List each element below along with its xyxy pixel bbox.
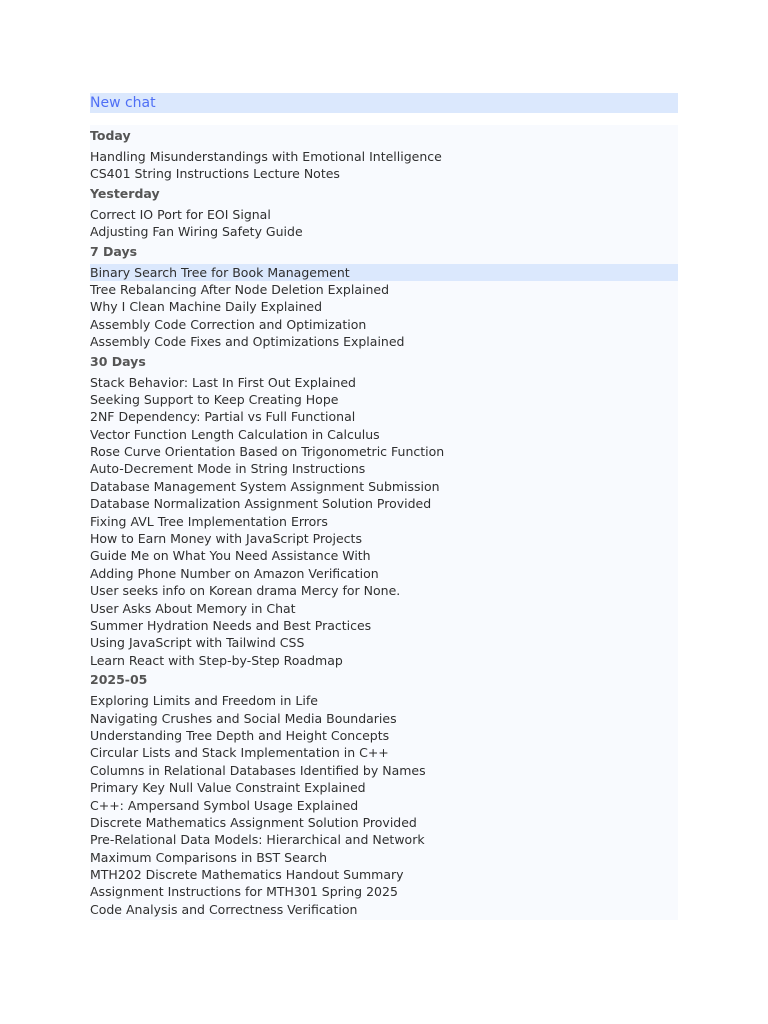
chat-item[interactable]: Circular Lists and Stack Implementation in C++ — [90, 745, 389, 761]
chat-item[interactable]: Navigating Crushes and Social Media Boundaries — [90, 710, 397, 726]
chat-item[interactable]: Handling Misunderstandings with Emotional Intelligence — [90, 149, 442, 164]
group-title: Yesterday — [90, 185, 160, 201]
chat-item[interactable]: Assembly Code Fixes and Optimizations Explained — [90, 334, 405, 350]
chat-item[interactable]: Auto-Decrement Mode in String Instructions — [90, 461, 366, 477]
chat-item[interactable]: Vector Function Length Calculation in Calculus — [90, 426, 380, 442]
group-title: 7 Days — [90, 243, 138, 259]
chat-item[interactable]: Why I Clean Machine Daily Explained — [90, 299, 323, 315]
history-group-today — [90, 125, 678, 183]
chat-item[interactable]: Understanding Tree Depth and Height Concepts — [90, 727, 390, 743]
chat-item[interactable]: CS401 String Instructions Lecture Notes — [90, 166, 340, 182]
chat-item[interactable]: Using JavaScript with Tailwind CSS — [90, 635, 305, 651]
group-list — [90, 264, 678, 351]
chat-item[interactable]: Database Management System Assignment Submission — [90, 478, 440, 494]
chat-item[interactable]: Adding Phone Number on Amazon Verification — [90, 565, 379, 581]
group-title: Today — [90, 128, 131, 143]
chat-item[interactable]: User seeks info on Korean drama Mercy for None. — [90, 583, 401, 599]
chat-item[interactable]: Summer Hydration Needs and Best Practices — [90, 617, 372, 633]
history-group-30-days — [90, 351, 678, 670]
chat-item[interactable]: Stack Behavior: Last In First Out Explained — [90, 374, 356, 390]
chat-item[interactable]: Assembly Code Correction and Optimization — [90, 316, 367, 332]
chat-item[interactable]: MTH202 Discrete Mathematics Handout Summary — [90, 867, 404, 883]
chat-item[interactable]: Fixing AVL Tree Implementation Errors — [90, 513, 328, 529]
chat-item[interactable]: 2NF Dependency: Partial vs Full Functional — [90, 409, 356, 425]
chat-item[interactable]: Discrete Mathematics Assignment Solution Provided — [90, 814, 417, 830]
chat-item[interactable]: Database Normalization Assignment Solution Provided — [90, 496, 432, 512]
chat-item[interactable]: Exploring Limits and Freedom in Life — [90, 693, 318, 709]
chat-item[interactable]: Columns in Relational Databases Identified by Names — [90, 762, 426, 778]
history-group-7-days — [90, 241, 678, 351]
chat-item[interactable]: Maximum Comparisons in BST Search — [90, 849, 328, 865]
history-group-yesterday — [90, 183, 678, 241]
chat-item[interactable]: Adjusting Fan Wiring Safety Guide — [90, 224, 303, 240]
group-list — [90, 374, 678, 670]
group-title: 30 Days — [90, 353, 146, 369]
chat-item[interactable]: Pre-Relational Data Models: Hierarchical and Network — [90, 832, 425, 848]
chat-item[interactable]: Seeking Support to Keep Creating Hope — [90, 391, 339, 407]
chat-item[interactable]: Primary Key Null Value Constraint Explained — [90, 780, 366, 796]
chat-item[interactable]: C++: Ampersand Symbol Usage Explained — [90, 797, 359, 813]
group-list — [90, 206, 678, 241]
chat-item[interactable]: User Asks About Memory in Chat — [90, 600, 296, 616]
group-title: 2025-05 — [90, 672, 148, 688]
chat-item[interactable]: How to Earn Money with JavaScript Projects — [90, 531, 362, 547]
chat-item[interactable]: Assignment Instructions for MTH301 Spring 2025 — [90, 884, 398, 900]
chat-item[interactable]: Rose Curve Orientation Based on Trigonometric Function — [90, 444, 445, 460]
chat-item[interactable]: Correct IO Port for EOI Signal — [90, 206, 271, 222]
chat-item[interactable]: Code Analysis and Correctness Verification — [90, 901, 358, 917]
group-list — [90, 692, 678, 918]
chat-item[interactable]: Tree Rebalancing After Node Deletion Explained — [90, 281, 390, 297]
chat-item-selected[interactable]: Binary Search Tree for Book Management — [90, 264, 678, 281]
group-list — [90, 148, 678, 183]
chat-item[interactable]: Learn React with Step-by-Step Roadmap — [90, 652, 343, 668]
new-chat-button[interactable]: New chat — [90, 93, 678, 113]
chat-sidebar — [90, 93, 678, 920]
history-group-2025-05 — [90, 669, 678, 918]
chat-history — [90, 125, 678, 920]
chat-item[interactable]: Guide Me on What You Need Assistance With — [90, 548, 371, 564]
